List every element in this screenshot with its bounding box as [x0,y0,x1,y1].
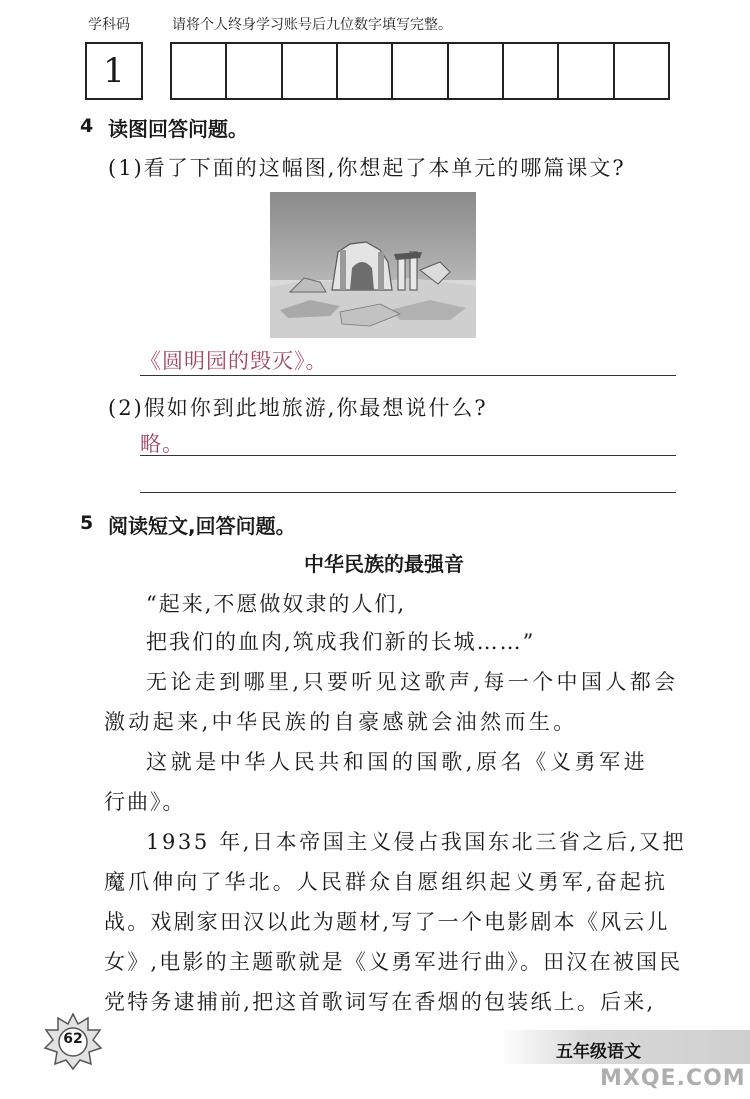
subject-code-label: 学科码 [88,17,130,33]
answer-line-2 [140,455,676,456]
article-title: 中华民族的最强音 [304,552,464,576]
para1-line-2: 激动起来,中华民族的自豪感就会油然而生。 [104,710,578,734]
question-4-answer1: 《圆明园的毁灭》。 [140,349,328,373]
old-summer-palace-ruins-image [270,192,476,338]
para3-line-1: 1935 年,日本帝国主义侵占我国东北三省之后,又把 [146,830,687,854]
answer-line-3 [140,492,676,493]
subject-code-value: 1 [103,51,125,91]
account-instruction: 请将个人终身学习账号后九位数字填写完整。 [172,17,452,33]
para3-line-3: 战。戏剧家田汉以此为题材,写了一个电影剧本《风云儿 [104,910,670,934]
digit-box[interactable] [393,44,448,98]
page-number-badge [42,1010,104,1072]
question-5-title: 阅读短文,回答问题。 [108,514,296,538]
question-5-number: 5 [80,512,94,534]
lyric-line-1: “起来,不愿做奴隶的人们, [146,592,407,616]
question-4-sub1: (1)看了下面的这幅图,你想起了本单元的哪篇课文? [108,156,626,180]
watermark-text: MXQE.COM [600,1066,746,1091]
digit-box[interactable] [227,44,282,98]
question-4-sub2: (2)假如你到此地旅游,你最想说什么? [108,396,488,420]
para3-line-2: 魔爪伸向了华北。人民群众自愿组织起义勇军,奋起抗 [104,870,669,894]
question-4-number: 4 [80,115,94,137]
answer-line-1 [140,375,676,376]
digit-box[interactable] [615,44,668,98]
digit-box[interactable] [172,44,227,98]
account-digit-boxes [170,42,670,100]
digit-box[interactable] [504,44,559,98]
digit-box[interactable] [449,44,504,98]
subject-code-box [85,42,143,100]
page-number: 62 [63,1031,83,1047]
grade-subject-label: 五年级语文 [556,1042,641,1062]
question-4-title: 读图回答问题。 [108,117,248,141]
digit-box[interactable] [559,44,614,98]
digit-box[interactable] [338,44,393,98]
lyric-line-2: 把我们的血肉,筑成我们新的长城……” [146,630,536,654]
para3-line-5: 党特务逮捕前,把这首歌词写在香烟的包装纸上。后来, [104,990,656,1014]
digit-box[interactable] [283,44,338,98]
ruins-photo [270,192,476,338]
para3-line-4: 女》,电影的主题歌就是《义勇军进行曲》。田汉在被国民 [104,950,683,974]
para1-line-1: 无论走到哪里,只要听见这歌声,每一个中国人都会 [146,670,679,694]
para2-line-2: 行曲》。 [104,790,186,814]
question-4-answer2: 略。 [140,432,184,456]
para2-line-1: 这就是中华人民共和国的国歌,原名《义勇军进 [146,750,649,774]
